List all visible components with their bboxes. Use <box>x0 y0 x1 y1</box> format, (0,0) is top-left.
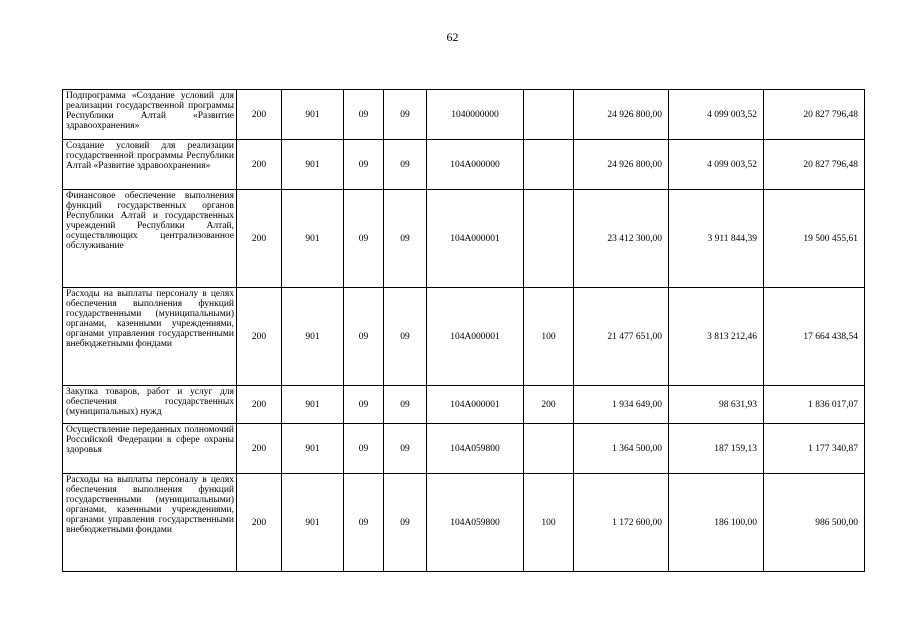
cell-amount-executed: 3 813 212,46 <box>669 288 764 386</box>
cell-subsection-code: 09 <box>384 424 427 474</box>
row-name: Расходы на выплаты персоналу в целях обеспечения выполнения функций государственными (муниципальными) органами, казенными учреждениями, органами управления государственными внебюджетными фондами <box>63 474 237 572</box>
cell-amount-executed: 98 631,93 <box>669 386 764 424</box>
cell-expense-type <box>524 140 574 190</box>
cell-ministry-code: 901 <box>282 424 344 474</box>
row-name: Расходы на выплаты персоналу в целях обеспечения выполнения функций государственными (муниципальными) органами, казенными учреждениями, органами управления государственными внебюджетными фондами <box>63 288 237 386</box>
cell-amount-planned: 1 934 649,00 <box>574 386 669 424</box>
cell-expense-type: 200 <box>524 386 574 424</box>
cell-target-article: 104А000001 <box>427 288 524 386</box>
cell-amount-executed: 187 159,13 <box>669 424 764 474</box>
cell-amount-remaining: 1 836 017,07 <box>764 386 865 424</box>
cell-expense-type: 100 <box>524 474 574 572</box>
cell-subsection-code: 09 <box>384 90 427 140</box>
cell-ministry-code: 901 <box>282 386 344 424</box>
table-row <box>63 474 865 572</box>
cell-subsection-code: 09 <box>384 474 427 572</box>
cell-admin-code: 200 <box>237 90 282 140</box>
cell-target-article: 104А059800 <box>427 474 524 572</box>
cell-amount-remaining: 19 500 455,61 <box>764 190 865 288</box>
cell-target-article: 104А000001 <box>427 190 524 288</box>
table-row <box>63 386 865 424</box>
table-row <box>63 140 865 190</box>
table-row <box>63 190 865 288</box>
cell-amount-remaining: 20 827 796,48 <box>764 90 865 140</box>
cell-section-code: 09 <box>344 190 384 288</box>
cell-ministry-code: 901 <box>282 288 344 386</box>
cell-expense-type <box>524 90 574 140</box>
cell-amount-remaining: 17 664 438,54 <box>764 288 865 386</box>
cell-subsection-code: 09 <box>384 386 427 424</box>
cell-section-code: 09 <box>344 90 384 140</box>
cell-amount-remaining: 986 500,00 <box>764 474 865 572</box>
cell-ministry-code: 901 <box>282 190 344 288</box>
cell-section-code: 09 <box>344 140 384 190</box>
row-name: Финансовое обеспечение выполнения функций государственных органов Республики Алтай и государственных учреждений Республики Алтай, осуществляющих централизованное обслуживание <box>63 190 237 288</box>
table-row <box>63 90 865 140</box>
row-name: Осуществление переданных полномочий Российской Федерации в сфере охраны здоровья <box>63 424 237 474</box>
cell-amount-executed: 4 099 003,52 <box>669 140 764 190</box>
cell-ministry-code: 901 <box>282 90 344 140</box>
cell-admin-code: 200 <box>237 474 282 572</box>
cell-section-code: 09 <box>344 386 384 424</box>
cell-amount-remaining: 1 177 340,87 <box>764 424 865 474</box>
page-number: 62 <box>446 30 459 44</box>
cell-amount-planned: 21 477 651,00 <box>574 288 669 386</box>
cell-subsection-code: 09 <box>384 190 427 288</box>
row-name: Подпрограмма «Создание условий для реализации государственной программы Республики Алтай «Развитие здравоохранения» <box>63 90 237 140</box>
cell-expense-type <box>524 190 574 288</box>
cell-expense-type <box>524 424 574 474</box>
cell-admin-code: 200 <box>237 386 282 424</box>
cell-target-article: 1040000000 <box>427 90 524 140</box>
cell-amount-executed: 3 911 844,39 <box>669 190 764 288</box>
budget-table-body <box>63 90 865 572</box>
cell-amount-planned: 1 364 500,00 <box>574 424 669 474</box>
cell-ministry-code: 901 <box>282 474 344 572</box>
table-row <box>63 288 865 386</box>
cell-target-article: 104А000000 <box>427 140 524 190</box>
cell-amount-executed: 4 099 003,52 <box>669 90 764 140</box>
row-name: Закупка товаров, работ и услуг для обеспечения государственных (муниципальных) нужд <box>63 386 237 424</box>
cell-amount-planned: 24 926 800,00 <box>574 140 669 190</box>
cell-amount-planned: 24 926 800,00 <box>574 90 669 140</box>
budget-table <box>62 89 865 572</box>
cell-subsection-code: 09 <box>384 288 427 386</box>
cell-expense-type: 100 <box>524 288 574 386</box>
table-row <box>63 424 865 474</box>
cell-target-article: 104А059800 <box>427 424 524 474</box>
cell-section-code: 09 <box>344 474 384 572</box>
cell-amount-planned: 1 172 600,00 <box>574 474 669 572</box>
cell-ministry-code: 901 <box>282 140 344 190</box>
cell-amount-remaining: 20 827 796,48 <box>764 140 865 190</box>
cell-section-code: 09 <box>344 288 384 386</box>
cell-amount-planned: 23 412 300,00 <box>574 190 669 288</box>
row-name: Создание условий для реализации государственной программы Республики Алтай «Развитие здравоохранения» <box>63 140 237 190</box>
cell-admin-code: 200 <box>237 190 282 288</box>
cell-section-code: 09 <box>344 424 384 474</box>
cell-admin-code: 200 <box>237 424 282 474</box>
cell-subsection-code: 09 <box>384 140 427 190</box>
cell-target-article: 104А000001 <box>427 386 524 424</box>
cell-amount-executed: 186 100,00 <box>669 474 764 572</box>
cell-admin-code: 200 <box>237 140 282 190</box>
cell-admin-code: 200 <box>237 288 282 386</box>
